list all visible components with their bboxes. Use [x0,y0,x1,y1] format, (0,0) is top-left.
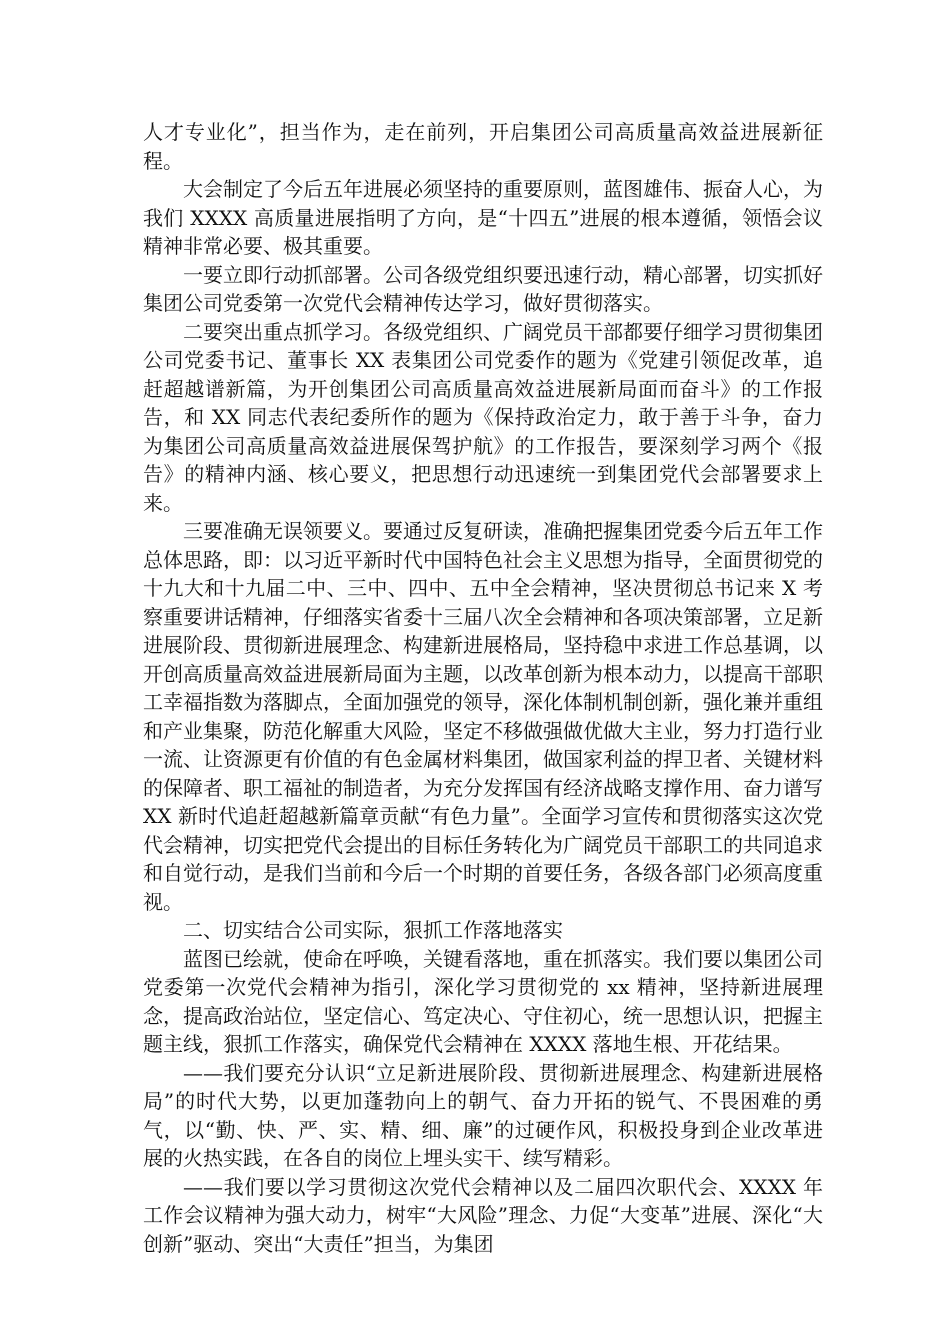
paragraph-principles: 大会制定了今后五年进展必须坚持的重要原则，蓝图雄伟、振奋人心，为我们 XXXX 高质量进展指明了方向，是“十四五”进展的根本遵循，领悟会议精神非常必要、极其重要。 [143,177,823,258]
paragraph-motivation: ——我们要以学习贯彻这次党代会精神以及二届四次职代会、XXXX 年工作会议精神为强大动力，树牢“大风险”理念、力促“大变革”进展、深化“大创新”驱动、突出“大责任”担当，为集团 [143,1174,823,1256]
section-heading: 二、切实结合公司实际，狠抓工作落地落实 [183,918,563,942]
paragraph-deployment: 一要立即行动抓部署。公司各级党组织要迅速行动，精心部署，切实抓好集团公司党委第一次党代会精神传达学习，做好贯彻落实。 [143,262,823,315]
paragraph-era-trend: ——我们要充分认识“立足新进展阶段、贯彻新进展理念、构建新进展格局”的时代大势，以更加蓬勃向上的朝气、奋力开拓的锐气、不畏困难的勇气，以“勤、快、严、实、精、细、廉”的过硬作风，积极投身到企业改革进展的火热实践，在各自的岗位上埋头实干、续写精彩。 [143,1060,823,1170]
paragraph-implementation: 蓝图已绘就，使命在呼唤，关键看落地，重在抓落实。我们要以集团公司党委第一次党代会精神为指引，深化学习贯彻党的 xx 精神，坚持新进展理念，提高政治站位，坚定信心、笃定决心、守住初心，统一思想认识，把握主题主线，狠抓工作落实，确保党代会精神在 XXXX 落地生根、开花结果。 [143,946,823,1056]
document-body [143,118,823,1258]
paragraph-study: 二要突出重点抓学习。各级党组织、广阔党员干部都要仔细学习贯彻集团公司党委书记、董事长 XX 表集团公司党委作的题为《党建引领促改革，追赶超越谱新篇，为开创集团公司高质量高效益进展新局面而奋斗》的工作报告，和 XX 同志代表纪委所作的题为《保持政治定力，敢于善于斗争，奋力为集团公司高质量高效益进展保驾护航》的工作报告，要深刻学习两个《报告》的精神内涵、核心要义，把思想行动迅速统一到集团党代会部署要求上来。 [143,319,823,515]
paragraph-key-points: 三要准确无误领要义。要通过反复研读，准确把握集团党委今后五年工作总体思路，即：以习近平新时代中国特色社会主义思想为指导，全面贯彻党的十九大和十九届二中、三中、四中、五中全会精神，坚决贯彻总书记来 X 考察重要讲话精神，仔细落实省委十三届八次全会精神和各项决策部署，立足新进展阶段、贯彻新进展理念、构建新进展格局，坚持稳中求进工作总基调，以开创高质量高效益进展新局面为主题，以改革创新为根本动力，以提高干部职工幸福指数为落脚点，全面加强党的领导，深化体制机制创新，强化兼并重组和产业集聚，防范化解重大风险，坚定不移做强做优做大主业，努力打造行业一流、让资源更有价值的有色金属材料集团，做国家利益的捍卫者、关键材料的保障者、职工福祉的制造者，为充分发挥国有经济战略支撑作用、奋力谱写 XX 新时代追赶超越新篇章贡献“有色力量”。全面学习宣传和贯彻落实这次党代会精神，切实把党代会提出的目标任务转化为广阔党员干部职工的共同追求和自觉行动，是我们当前和今后一个时期的首要任务，各级各部门必须高度重视。 [143,519,823,914]
paragraph-continuation: 人才专业化”，担当作为，走在前列，开启集团公司高质量高效益进展新征程。 [143,120,823,173]
